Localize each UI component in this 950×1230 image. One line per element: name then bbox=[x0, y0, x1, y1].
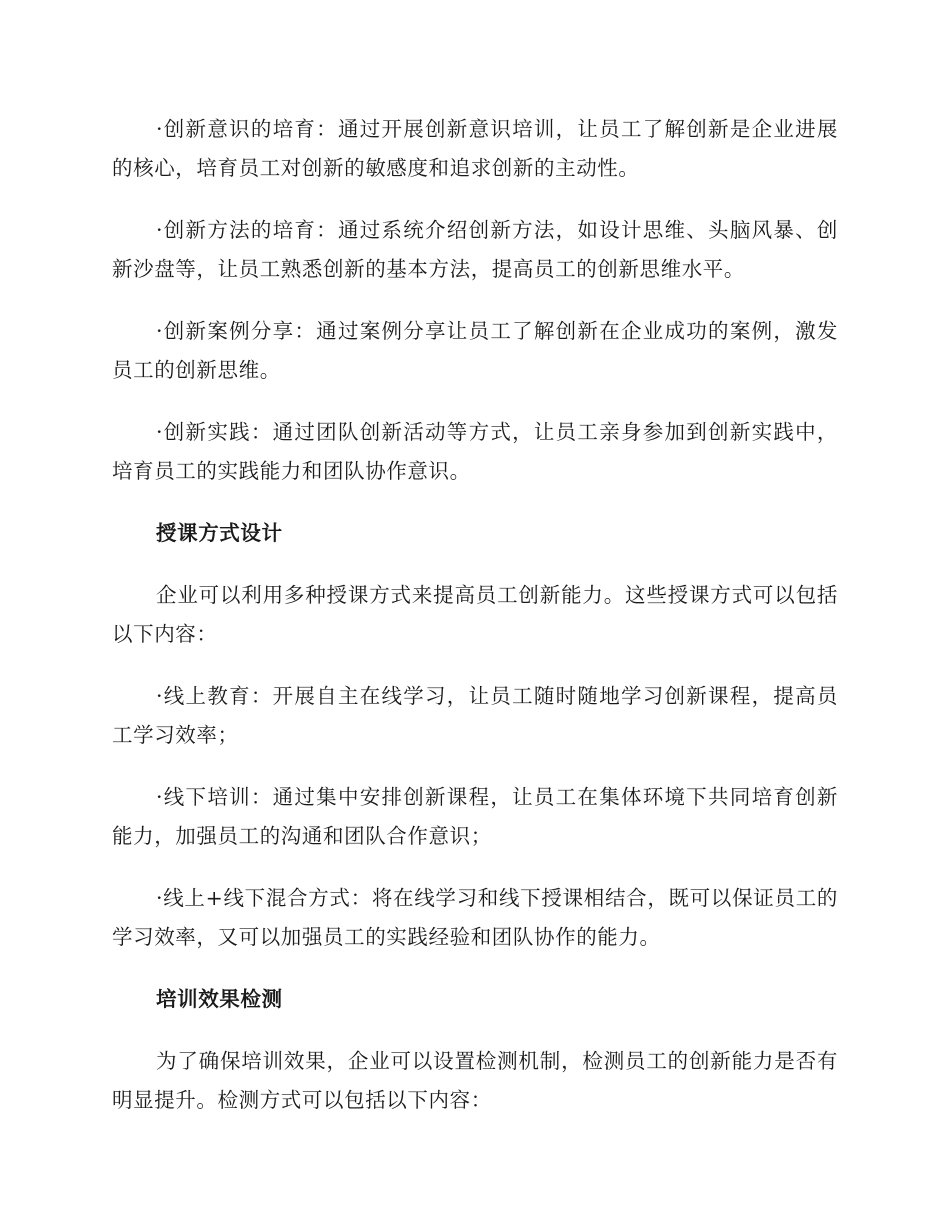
paragraph-innovation-awareness: ·创新意识的培育：通过开展创新意识培训，让员工了解创新是企业进展的核心，培育员工对创新的敏感度和追求创新的主动性。 bbox=[112, 117, 838, 180]
paragraph-teaching-intro: 企业可以利用多种授课方式来提高员工创新能力。这些授课方式可以包括以下内容： bbox=[112, 583, 838, 646]
section-heading-training-evaluation: 培训效果检测 bbox=[156, 987, 283, 1011]
paragraph-blended-learning: ·线上+线下混合方式：将在线学习和线下授课相结合，既可以保证员工的学习效率，又可以加强员工的实践经验和团队协作的能力。 bbox=[112, 886, 838, 949]
paragraph-innovation-practice: ·创新实践：通过团队创新活动等方式，让员工亲身参加到创新实践中，培育员工的实践能力和团队协作意识。 bbox=[112, 420, 838, 483]
paragraph-innovation-cases: ·创新案例分享：通过案例分享让员工了解创新在企业成功的案例，激发员工的创新思维。 bbox=[112, 319, 838, 382]
paragraph-evaluation-intro: 为了确保培训效果，企业可以设置检测机制，检测员工的创新能力是否有明显提升。检测方式可以包括以下内容： bbox=[112, 1049, 838, 1112]
document-page bbox=[112, 110, 838, 1143]
section-heading-teaching-methods: 授课方式设计 bbox=[156, 521, 283, 545]
paragraph-online-education: ·线上教育：开展自主在线学习，让员工随时随地学习创新课程，提高员工学习效率； bbox=[112, 684, 838, 747]
paragraph-offline-training: ·线下培训：通过集中安排创新课程，让员工在集体环境下共同培育创新能力，加强员工的沟通和团队合作意识； bbox=[112, 785, 838, 848]
paragraph-innovation-methods: ·创新方法的培育：通过系统介绍创新方法，如设计思维、头脑风暴、创新沙盘等，让员工熟悉创新的基本方法，提高员工的创新思维水平。 bbox=[112, 218, 838, 281]
